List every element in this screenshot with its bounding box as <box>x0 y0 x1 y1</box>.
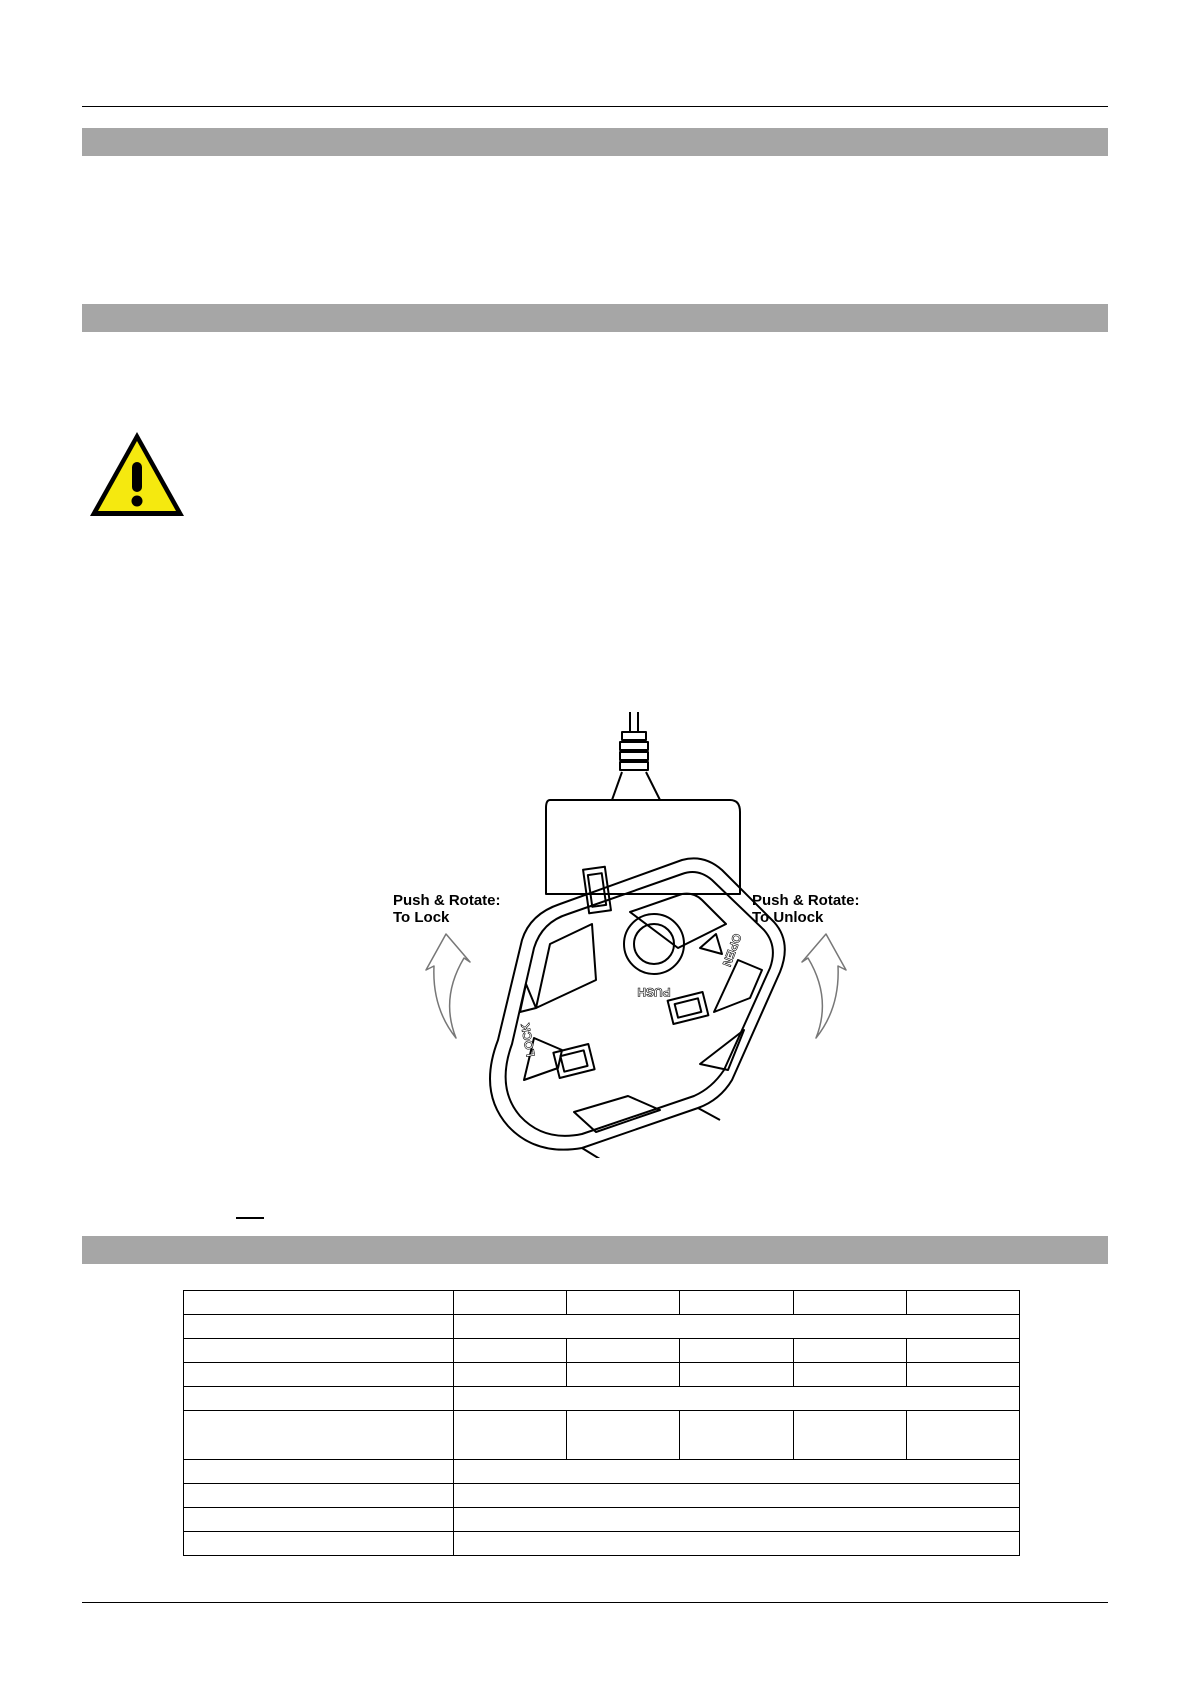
table-cell <box>184 1291 454 1315</box>
open-label: OPEN <box>719 931 745 969</box>
table-cell <box>184 1339 454 1363</box>
table-cell <box>906 1291 1019 1315</box>
table-cell <box>454 1315 1020 1339</box>
table-cell <box>793 1363 906 1387</box>
table-cell <box>184 1315 454 1339</box>
table-cell <box>454 1339 567 1363</box>
table-cell <box>184 1460 454 1484</box>
table-cell <box>454 1387 1020 1411</box>
footer-rule <box>82 1602 1108 1603</box>
underline-mark <box>236 1217 264 1219</box>
table-row <box>184 1460 1020 1484</box>
table-row <box>184 1411 1020 1460</box>
table-cell <box>793 1291 906 1315</box>
lock-caption-line2: To Lock <box>393 909 450 926</box>
table-cell <box>184 1411 454 1460</box>
unlock-caption-line2: To Unlock <box>752 909 824 926</box>
lock-caption <box>393 892 501 926</box>
table-cell <box>567 1291 680 1315</box>
table-cell <box>567 1363 680 1387</box>
table-cell <box>906 1411 1019 1460</box>
table-cell <box>184 1532 454 1556</box>
header-rule <box>82 106 1108 107</box>
spec-table <box>183 1290 1020 1556</box>
table-cell <box>454 1363 567 1387</box>
table-cell <box>793 1411 906 1460</box>
plug-lock-diagram <box>360 708 880 1158</box>
table-cell <box>567 1339 680 1363</box>
table-cell <box>906 1339 1019 1363</box>
table-row <box>184 1339 1020 1363</box>
table-row <box>184 1387 1020 1411</box>
table-cell <box>184 1484 454 1508</box>
lock-caption-line1: Push & Rotate: <box>393 892 501 909</box>
table-cell <box>680 1363 793 1387</box>
table-row <box>184 1291 1020 1315</box>
table-cell <box>184 1387 454 1411</box>
table-cell <box>793 1339 906 1363</box>
table-row <box>184 1363 1020 1387</box>
unlock-caption-line1: Push & Rotate: <box>752 892 860 909</box>
table-row <box>184 1315 1020 1339</box>
table-cell <box>680 1339 793 1363</box>
table-cell <box>680 1411 793 1460</box>
table-row <box>184 1484 1020 1508</box>
table-cell <box>184 1363 454 1387</box>
table-cell <box>567 1411 680 1460</box>
table-cell <box>454 1508 1020 1532</box>
section-header-bar-3 <box>82 1236 1108 1264</box>
table-row <box>184 1508 1020 1532</box>
table-cell <box>454 1411 567 1460</box>
table-cell <box>454 1484 1020 1508</box>
warning-triangle-icon <box>86 428 188 520</box>
table-row <box>184 1532 1020 1556</box>
section-header-bar-2 <box>82 304 1108 332</box>
push-label: PUSH <box>637 985 671 999</box>
unlock-caption <box>752 892 860 926</box>
table-cell <box>454 1291 567 1315</box>
section-header-bar-1 <box>82 128 1108 156</box>
table-cell <box>454 1460 1020 1484</box>
table-cell <box>454 1532 1020 1556</box>
lock-label: LOCK <box>518 1022 538 1058</box>
table-cell <box>184 1508 454 1532</box>
table-cell <box>680 1291 793 1315</box>
table-cell <box>906 1363 1019 1387</box>
